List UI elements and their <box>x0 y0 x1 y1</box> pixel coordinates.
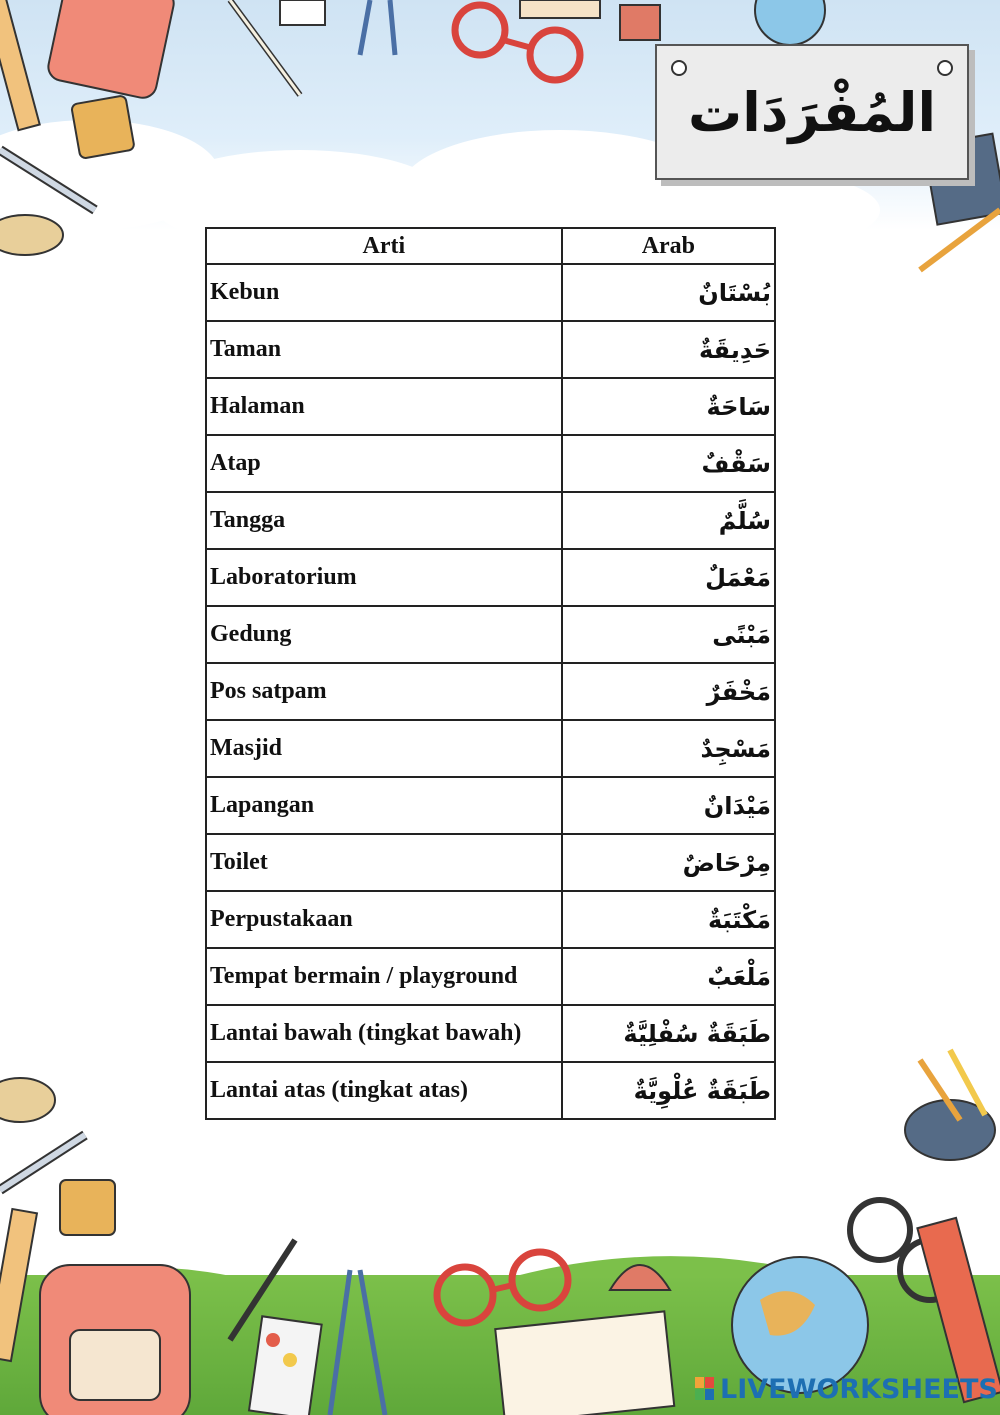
header-arti: Arti <box>206 228 562 264</box>
table-row <box>206 720 775 777</box>
cell-arab: طَبَقَةٌ عُلْوِيَّةٌ <box>562 1062 775 1119</box>
cell-arti: Lapangan <box>206 777 562 834</box>
title-sign <box>655 44 969 180</box>
liveworksheets-logo-icon <box>695 1377 715 1401</box>
cell-arti: Perpustakaan <box>206 891 562 948</box>
vocabulary-table <box>205 227 776 1120</box>
cell-arab: مَلْعَبٌ <box>562 948 775 1005</box>
cell-arab: مَخْفَرٌ <box>562 663 775 720</box>
cell-arti: Atap <box>206 435 562 492</box>
table-row <box>206 663 775 720</box>
cell-arab: سُلَّمٌ <box>562 492 775 549</box>
cell-arti: Masjid <box>206 720 562 777</box>
table-row <box>206 834 775 891</box>
cell-arab: مَبْنًى <box>562 606 775 663</box>
table-row <box>206 378 775 435</box>
table-row <box>206 777 775 834</box>
table-row <box>206 549 775 606</box>
cell-arab: مَيْدَانٌ <box>562 777 775 834</box>
table-row <box>206 891 775 948</box>
table-row <box>206 492 775 549</box>
table-row <box>206 1005 775 1062</box>
cell-arab: حَدِيقَةٌ <box>562 321 775 378</box>
table-header-row <box>206 228 775 264</box>
liveworksheets-watermark[interactable]: LIVEWORKSHEETS <box>720 1374 998 1405</box>
cell-arab: مَسْجِدٌ <box>562 720 775 777</box>
cell-arab: بُسْتَانٌ <box>562 264 775 321</box>
table-row <box>206 435 775 492</box>
cell-arab: مِرْحَاضٌ <box>562 834 775 891</box>
cell-arab: مَعْمَلٌ <box>562 549 775 606</box>
cell-arab: مَكْتَبَةٌ <box>562 891 775 948</box>
cell-arti: Halaman <box>206 378 562 435</box>
cell-arti: Kebun <box>206 264 562 321</box>
cell-arab: سَاحَةٌ <box>562 378 775 435</box>
cell-arti: Taman <box>206 321 562 378</box>
cell-arti: Lantai atas (tingkat atas) <box>206 1062 562 1119</box>
page-title: المُفْرَدَات <box>688 80 936 144</box>
cell-arti: Lantai bawah (tingkat bawah) <box>206 1005 562 1062</box>
cell-arab: سَقْفٌ <box>562 435 775 492</box>
cell-arti: Toilet <box>206 834 562 891</box>
table-row <box>206 264 775 321</box>
cell-arti: Tempat bermain / playground <box>206 948 562 1005</box>
cell-arti: Gedung <box>206 606 562 663</box>
cell-arab: طَبَقَةٌ سُفْلِيَّةٌ <box>562 1005 775 1062</box>
table-row <box>206 321 775 378</box>
table-row <box>206 1062 775 1119</box>
cell-arti: Laboratorium <box>206 549 562 606</box>
cell-arti: Pos satpam <box>206 663 562 720</box>
cell-arti: Tangga <box>206 492 562 549</box>
table-row <box>206 948 775 1005</box>
header-arab: Arab <box>562 228 775 264</box>
table-row <box>206 606 775 663</box>
